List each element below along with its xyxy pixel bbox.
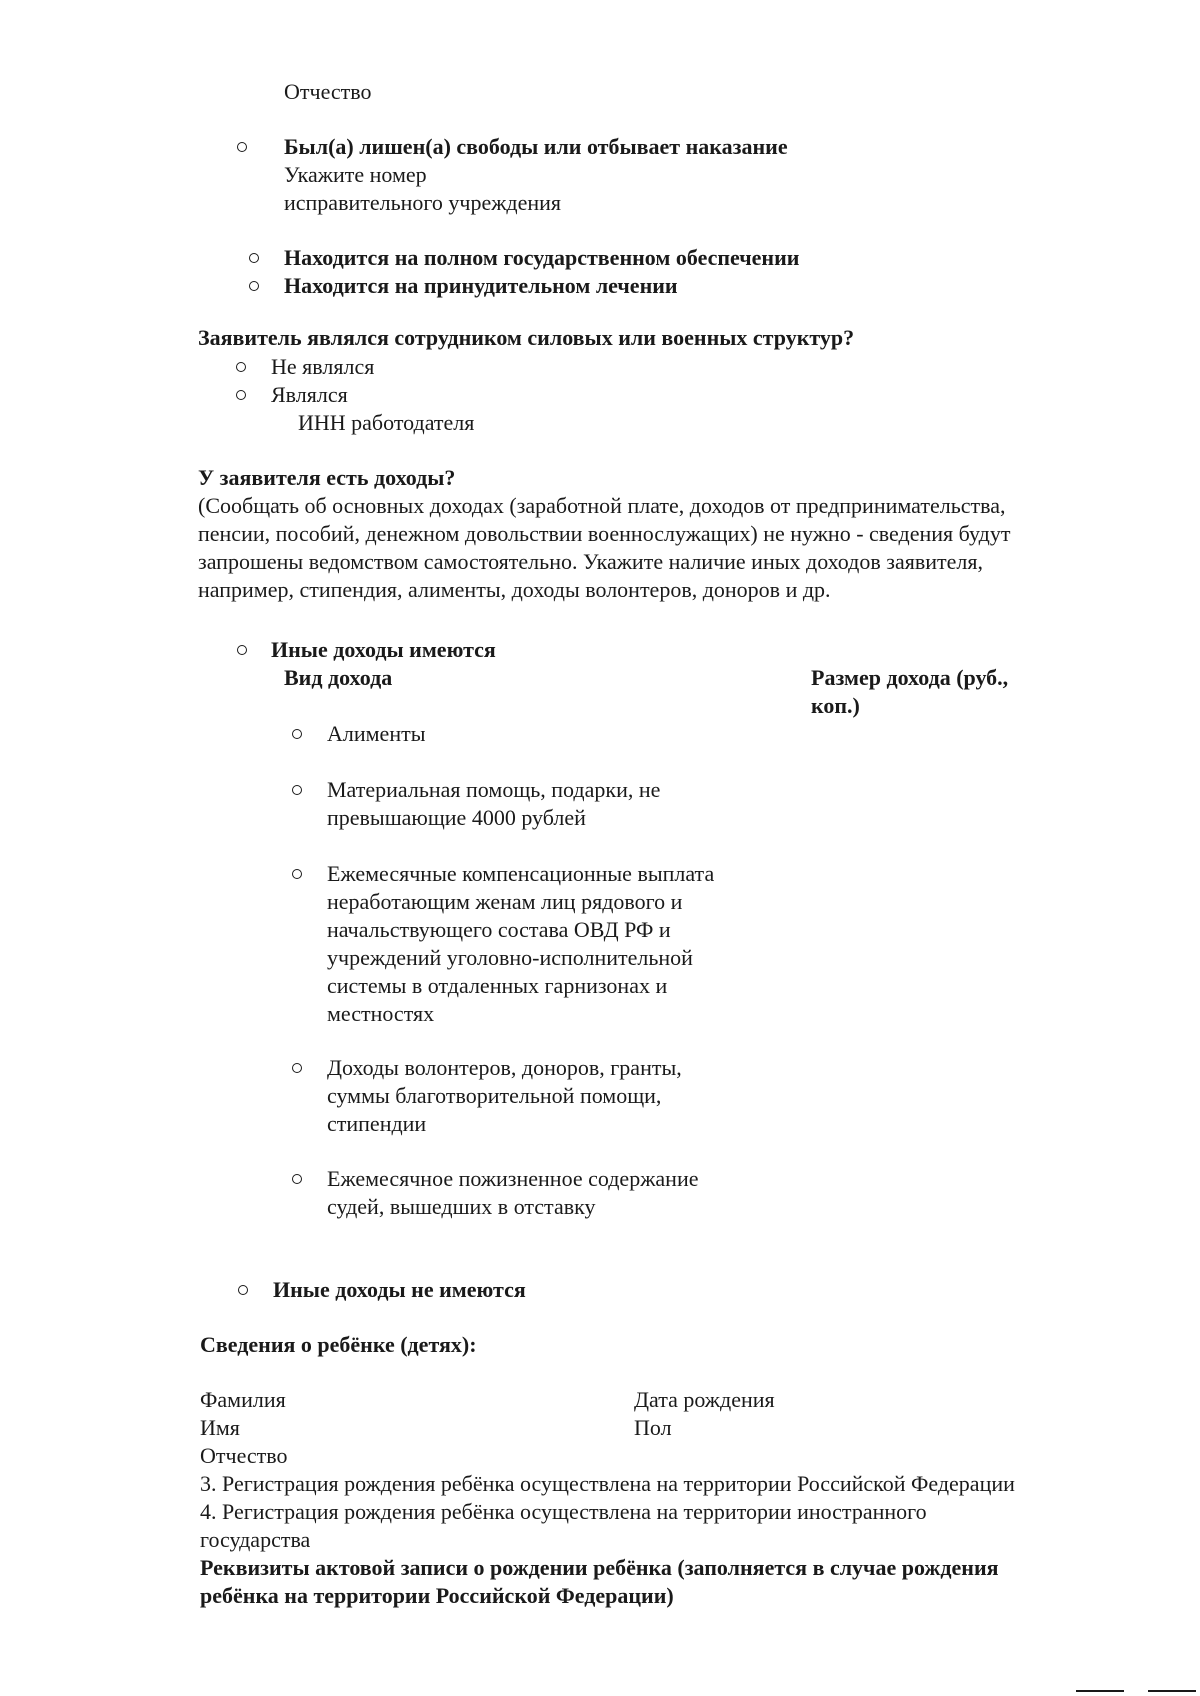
child-name-label: Имя <box>200 1415 240 1440</box>
radio-income-type-4-icon[interactable] <box>292 1063 302 1073</box>
option-military-no: Не являлся <box>271 354 375 379</box>
income-type-3-line4: учреждений уголовно-исполнительной <box>327 945 693 970</box>
income-note-line1: (Сообщать об основных доходах (заработной плате, доходов от предпринимательства, <box>198 493 1006 518</box>
income-note-line4: например, стипендия, алименты, доходы волонтеров, доноров и др. <box>198 577 831 602</box>
child-heading: Сведения о ребёнке (детях): <box>200 1332 477 1357</box>
income-type-4-line1: Доходы волонтеров, доноров, гранты, <box>327 1055 682 1080</box>
radio-forced-treatment-icon[interactable] <box>249 281 259 291</box>
income-amount-header-line2: коп.) <box>811 693 860 718</box>
radio-income-type-2-icon[interactable] <box>292 785 302 795</box>
child-item-4-line2: государства <box>200 1527 311 1552</box>
child-surname-label: Фамилия <box>200 1387 286 1412</box>
income-note-line3: запрошены ведомством самостоятельно. Укажите наличие иных доходов заявителя, <box>198 549 983 574</box>
radio-income-type-3-icon[interactable] <box>292 869 302 879</box>
radio-income-type-1-icon[interactable] <box>292 729 302 739</box>
option-income-no: Иные доходы не имеются <box>273 1277 526 1302</box>
child-item-3: 3. Регистрация рождения ребёнка осуществлена на территории Российской Федерации <box>200 1471 1015 1496</box>
income-question: У заявителя есть доходы? <box>198 465 456 490</box>
child-record-heading-line1: Реквизиты актовой записи о рождении ребёнка (заполняется в случае рождения <box>200 1555 999 1580</box>
child-sex-label: Пол <box>634 1415 672 1440</box>
income-type-2-line1: Материальная помощь, подарки, не <box>327 777 661 802</box>
income-type-1-line1: Алименты <box>327 721 426 746</box>
income-type-5-line2: судей, вышедших в отставку <box>327 1194 596 1219</box>
income-note-line2: пенсии, пособий, денежном довольствии военнослужащих) не нужно - сведения будут <box>198 521 1011 546</box>
radio-military-no-icon[interactable] <box>236 362 246 372</box>
scan-edge-mark <box>1076 1690 1124 1692</box>
radio-income-yes-icon[interactable] <box>237 645 247 655</box>
employer-inn-label: ИНН работодателя <box>298 410 475 435</box>
income-amount-header-line1: Размер дохода (руб., <box>811 665 1009 690</box>
radio-state-support-icon[interactable] <box>249 253 259 263</box>
income-type-header: Вид дохода <box>284 665 393 690</box>
child-birth-date-label: Дата рождения <box>634 1387 775 1412</box>
income-type-3-line3: начальствующего состава ОВД РФ и <box>327 917 671 942</box>
child-patronymic-label: Отчество <box>200 1443 288 1468</box>
income-type-4-line2: суммы благотворительной помощи, <box>327 1083 662 1108</box>
income-type-5-line1: Ежемесячное пожизненное содержание <box>327 1166 699 1191</box>
military-question: Заявитель являлся сотрудником силовых или военных структур? <box>198 325 855 350</box>
scan-edge-mark-2 <box>1148 1690 1196 1692</box>
option-forced-treatment: Находится на принудительном лечении <box>284 273 678 298</box>
income-type-3-line1: Ежемесячные компенсационные выплата <box>327 861 715 886</box>
income-type-3-line2: неработающим женам лиц рядового и <box>327 889 683 914</box>
radio-deprived-icon[interactable] <box>237 142 247 152</box>
radio-income-no-icon[interactable] <box>238 1285 248 1295</box>
option-military-yes: Являлся <box>271 382 348 407</box>
option-income-yes: Иные доходы имеются <box>271 637 496 662</box>
radio-military-yes-icon[interactable] <box>236 390 246 400</box>
institution-label-line1: Укажите номер <box>284 162 427 187</box>
income-type-3-line5: системы в отдаленных гарнизонах и <box>327 973 668 998</box>
option-deprived: Был(а) лишен(а) свободы или отбывает наказание <box>284 134 788 159</box>
child-item-4-line1: 4. Регистрация рождения ребёнка осуществлена на территории иностранного <box>200 1499 927 1524</box>
institution-label-line2: исправительного учреждения <box>284 190 562 215</box>
patronymic-label: Отчество <box>284 79 372 104</box>
child-record-heading-line2: ребёнка на территории Российской Федерации) <box>200 1583 674 1608</box>
income-type-3-line6: местностях <box>327 1001 435 1026</box>
radio-income-type-5-icon[interactable] <box>292 1174 302 1184</box>
income-type-4-line3: стипендии <box>327 1111 427 1136</box>
option-state-support: Находится на полном государственном обеспечении <box>284 245 800 270</box>
income-type-2-line2: превышающие 4000 рублей <box>327 805 586 830</box>
